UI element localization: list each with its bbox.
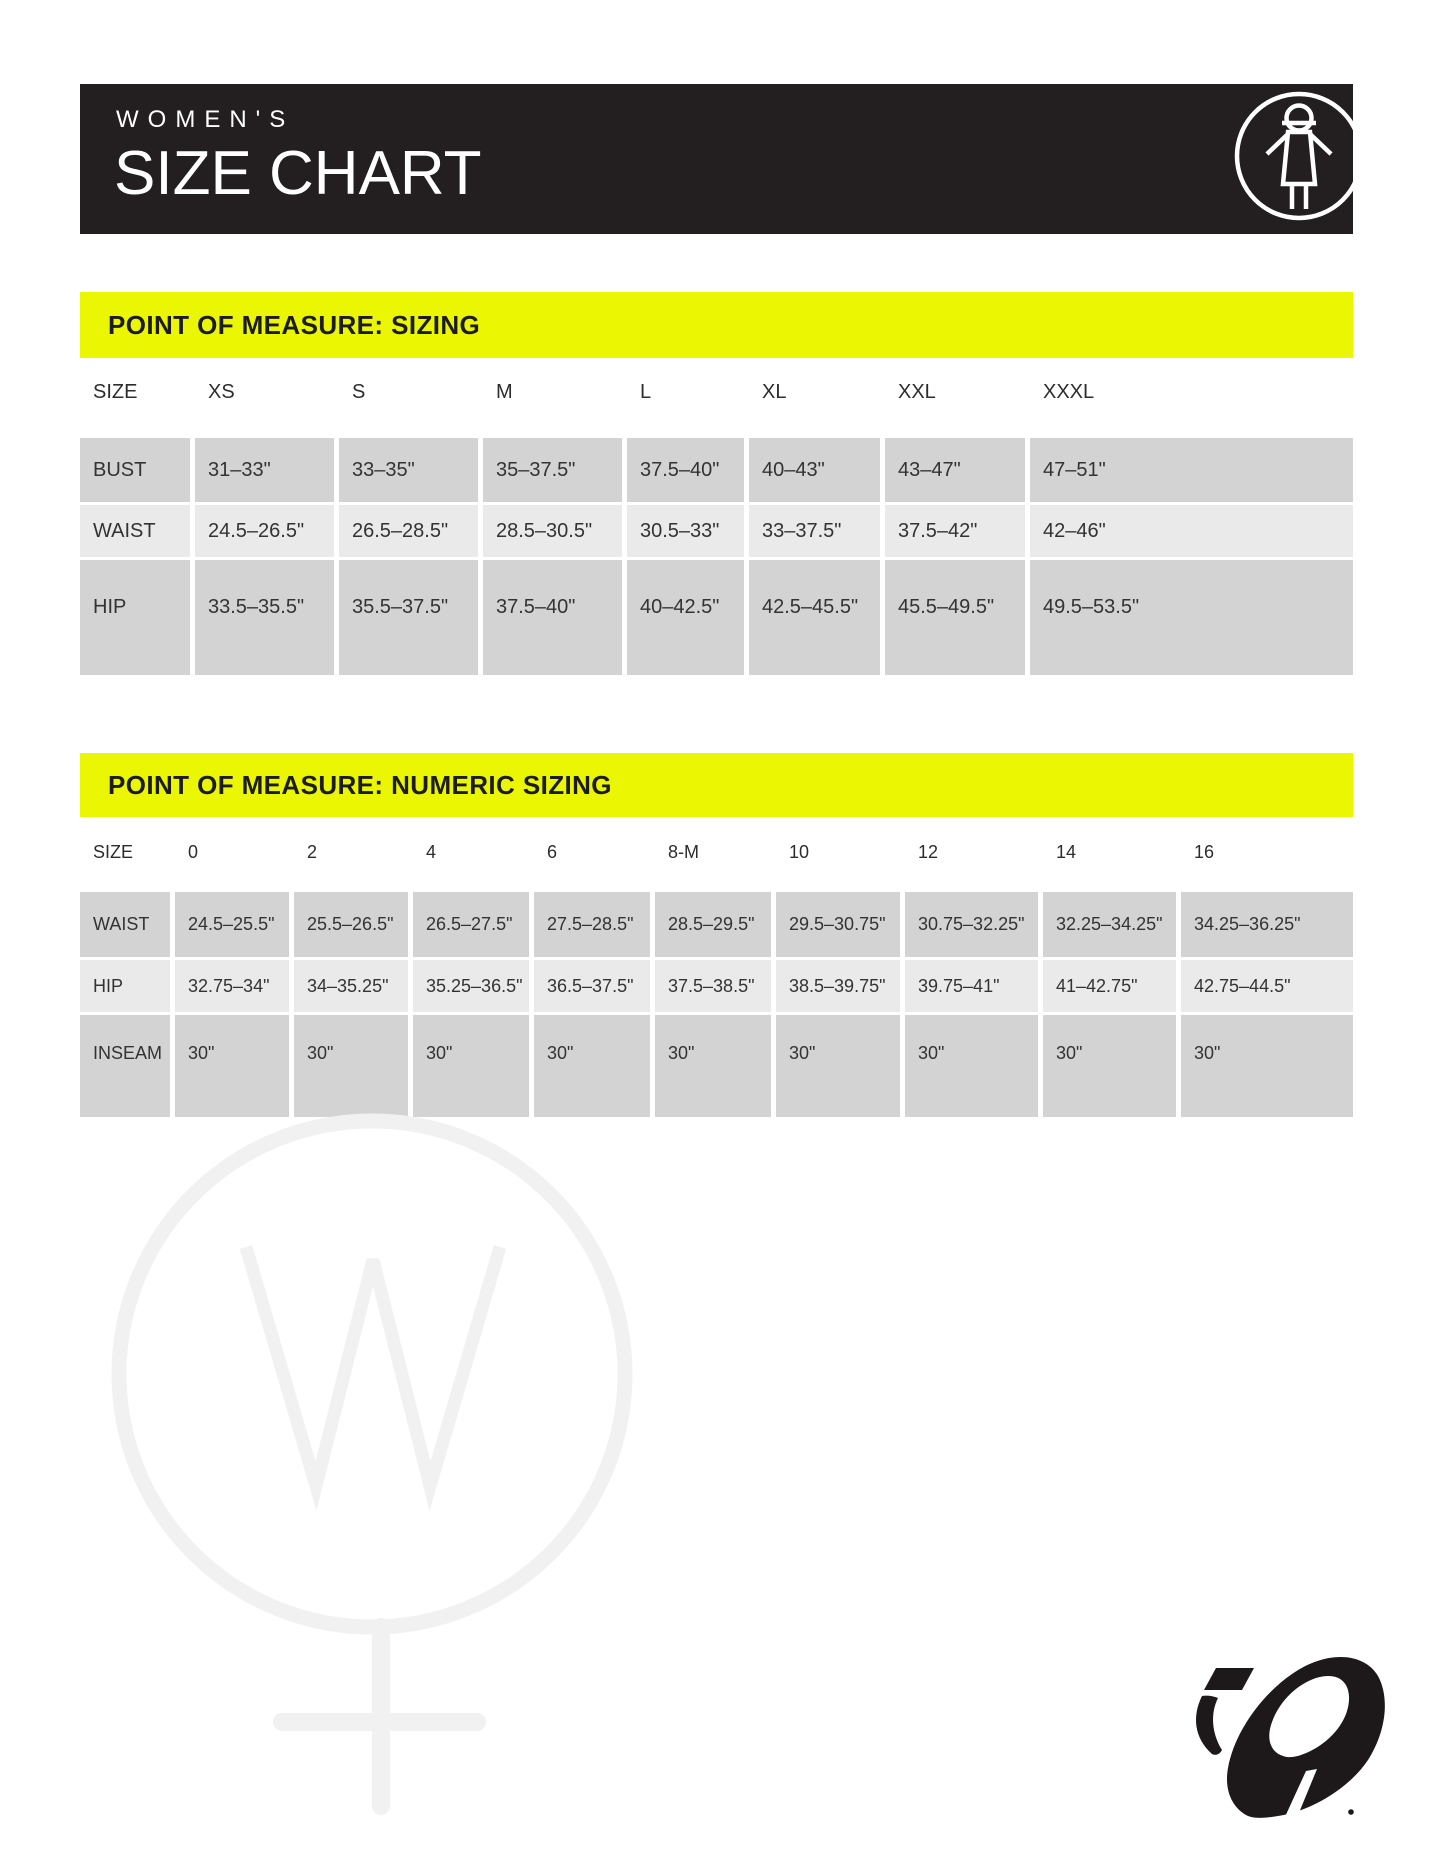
table-cell: 26.5–27.5" bbox=[413, 892, 529, 957]
column-header: XL bbox=[762, 380, 787, 403]
table-cell: 37.5–38.5" bbox=[655, 960, 771, 1012]
table-cell: 37.5–42" bbox=[885, 505, 1025, 557]
table-cell: 40–42.5" bbox=[627, 560, 744, 675]
table-cell: 32.25–34.25" bbox=[1043, 892, 1176, 957]
numeric-sizing-table bbox=[80, 892, 1353, 1117]
table-cell: 30" bbox=[294, 1015, 408, 1117]
section-title-numeric-sizing: POINT OF MEASURE: NUMERIC SIZING bbox=[108, 770, 612, 800]
table-cell: 45.5–49.5" bbox=[885, 560, 1025, 675]
table-cell: 36.5–37.5" bbox=[534, 960, 650, 1012]
table-cell: 33–37.5" bbox=[749, 505, 880, 557]
table-cell: 25.5–26.5" bbox=[294, 892, 408, 957]
table-cell: 28.5–29.5" bbox=[655, 892, 771, 957]
table-cell: 34.25–36.25" bbox=[1181, 892, 1353, 957]
column-header: SIZE bbox=[93, 380, 138, 403]
table-cell: 42.75–44.5" bbox=[1181, 960, 1353, 1012]
column-header: 8-M bbox=[668, 841, 699, 862]
column-header: XXL bbox=[898, 380, 936, 403]
table-cell: 29.5–30.75" bbox=[776, 892, 900, 957]
column-header: 16 bbox=[1194, 841, 1215, 862]
row-label: HIP bbox=[80, 560, 190, 675]
column-header: SIZE bbox=[93, 841, 134, 862]
column-header: 14 bbox=[1056, 841, 1077, 862]
section-band-numeric-sizing bbox=[80, 753, 1353, 817]
row-label: INSEAM bbox=[80, 1015, 170, 1117]
table-cell: 39.75–41" bbox=[905, 960, 1038, 1012]
header-bar bbox=[80, 84, 1353, 234]
table-cell: 30" bbox=[1181, 1015, 1353, 1117]
table-cell: 32.75–34" bbox=[175, 960, 289, 1012]
table-cell: 30" bbox=[1043, 1015, 1176, 1117]
table-cell: 40–43" bbox=[749, 438, 880, 502]
header-eyebrow: WOMEN'S bbox=[116, 106, 295, 133]
table-cell: 30.75–32.25" bbox=[905, 892, 1038, 957]
table-cell: 35.5–37.5" bbox=[339, 560, 478, 675]
table-cell: 27.5–28.5" bbox=[534, 892, 650, 957]
table-cell: 26.5–28.5" bbox=[339, 505, 478, 557]
sizing-column-headers bbox=[80, 368, 1353, 416]
table-cell: 35–37.5" bbox=[483, 438, 622, 502]
column-header: M bbox=[496, 380, 513, 403]
row-label: WAIST bbox=[80, 892, 170, 957]
table-cell: 31–33" bbox=[195, 438, 334, 502]
column-header: 10 bbox=[789, 841, 810, 862]
table-cell: 30" bbox=[413, 1015, 529, 1117]
column-header: XS bbox=[208, 380, 235, 403]
table-cell: 42–46" bbox=[1030, 505, 1353, 557]
table-cell: 24.5–26.5" bbox=[195, 505, 334, 557]
women-watermark-female-symbol bbox=[60, 1090, 720, 1830]
column-header: L bbox=[640, 380, 652, 403]
row-label: BUST bbox=[80, 438, 190, 502]
table-cell: 41–42.75" bbox=[1043, 960, 1176, 1012]
table-cell: 33–35" bbox=[339, 438, 478, 502]
table-cell: 28.5–30.5" bbox=[483, 505, 622, 557]
column-header: 12 bbox=[918, 841, 939, 862]
column-header: 2 bbox=[307, 841, 318, 862]
table-cell: 34–35.25" bbox=[294, 960, 408, 1012]
column-header: S bbox=[352, 380, 366, 403]
column-header: 6 bbox=[547, 841, 558, 862]
row-label: HIP bbox=[80, 960, 170, 1012]
section-title-sizing: POINT OF MEASURE: SIZING bbox=[108, 310, 481, 340]
numeric-column-headers bbox=[80, 830, 1353, 874]
table-cell: 37.5–40" bbox=[483, 560, 622, 675]
table-cell: 30" bbox=[534, 1015, 650, 1117]
sizing-table bbox=[80, 438, 1353, 675]
table-cell: 30.5–33" bbox=[627, 505, 744, 557]
table-cell: 30" bbox=[776, 1015, 900, 1117]
row-label: WAIST bbox=[80, 505, 190, 557]
table-cell: 49.5–53.5" bbox=[1030, 560, 1353, 675]
table-cell: 47–51" bbox=[1030, 438, 1353, 502]
table-cell: 30" bbox=[655, 1015, 771, 1117]
table-cell: 33.5–35.5" bbox=[195, 560, 334, 675]
table-cell: 43–47" bbox=[885, 438, 1025, 502]
column-header: 0 bbox=[188, 841, 199, 862]
pearl-izumi-logo bbox=[1180, 1640, 1392, 1822]
table-cell: 42.5–45.5" bbox=[749, 560, 880, 675]
column-header: 4 bbox=[426, 841, 437, 862]
page-title: SIZE CHART bbox=[114, 139, 482, 208]
table-cell: 24.5–25.5" bbox=[175, 892, 289, 957]
column-header: XXXL bbox=[1043, 380, 1095, 403]
section-band-sizing bbox=[80, 292, 1353, 358]
table-cell: 30" bbox=[175, 1015, 289, 1117]
table-cell: 35.25–36.5" bbox=[413, 960, 529, 1012]
table-cell: 30" bbox=[905, 1015, 1038, 1117]
woman-cyclist-icon bbox=[1229, 86, 1369, 226]
table-cell: 38.5–39.75" bbox=[776, 960, 900, 1012]
table-cell: 37.5–40" bbox=[627, 438, 744, 502]
